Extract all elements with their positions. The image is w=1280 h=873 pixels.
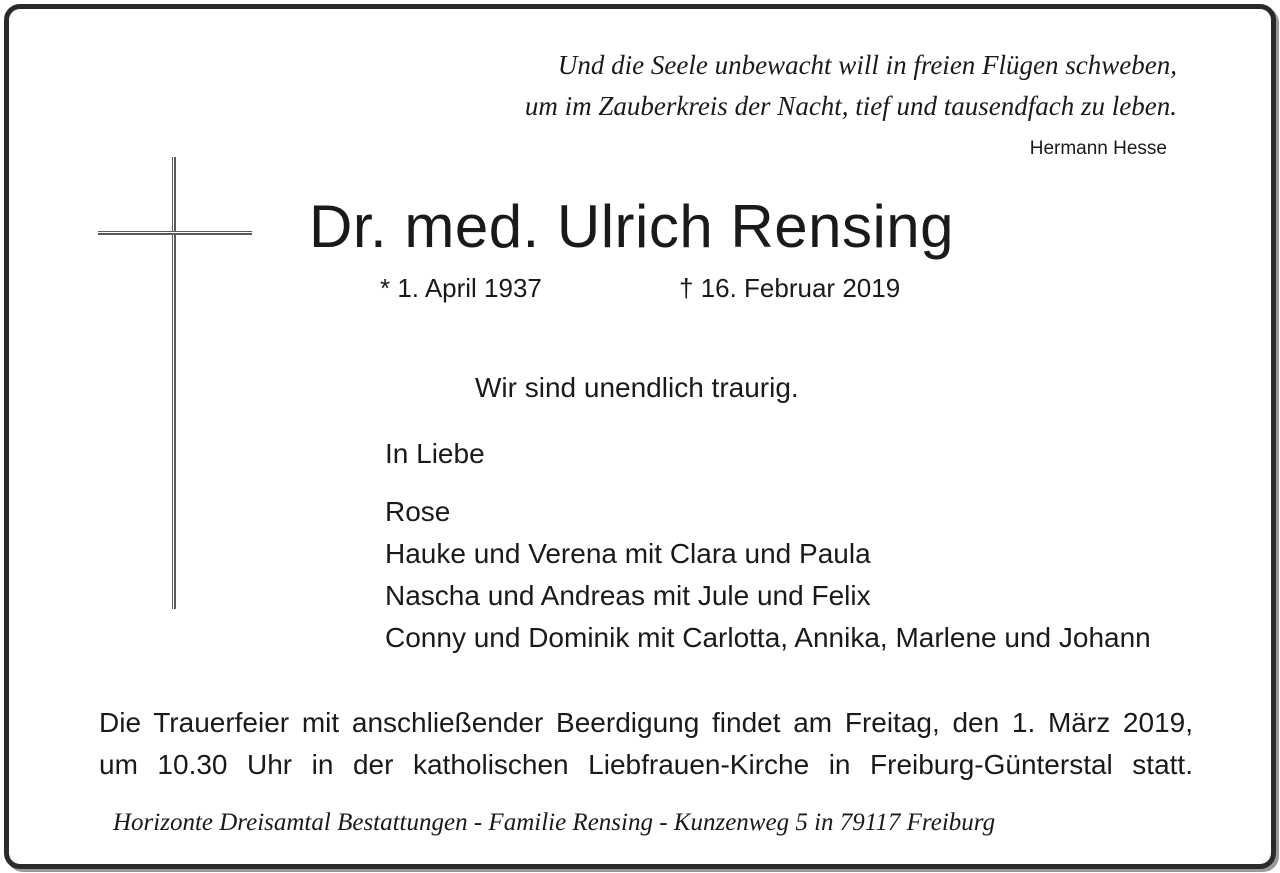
cross-vertical-bar <box>172 157 176 609</box>
quote-line-2: um im Zauberkreis der Nacht, tief und tausendfach zu leben. <box>524 91 1177 121</box>
death-date: † 16. Februar 2019 <box>679 273 901 303</box>
mourner-name: Conny und Dominik mit Carlotta, Annika, Marlene und Johann <box>385 622 1151 653</box>
mourner-name: Nascha und Andreas mit Jule und Felix <box>385 580 871 611</box>
undertaker-footer: Horizonte Dreisamtal Bestattungen - Familie Rensing - Kunzenweg 5 in 79117 Freiburg <box>113 809 996 836</box>
signature-intro: In Liebe <box>385 438 485 469</box>
mourner-name: Rose <box>385 496 451 527</box>
funeral-notice-line-1: Die Trauerfeier mit anschließender Beerdigung findet am Freitag, den 1. März 2019, <box>99 707 1193 738</box>
quote-line-1: Und die Seele unbewacht will in freien Flügen schweben, <box>557 50 1177 80</box>
deceased-name: Dr. med. Ulrich Rensing <box>309 193 955 260</box>
cross-horizontal-bar <box>98 231 252 235</box>
mourner-name: Hauke und Verena mit Clara und Paula <box>385 538 871 569</box>
funeral-notice-line-2: um 10.30 Uhr in der katholischen Liebfrauen-Kirche in Freiburg-Günterstal statt. <box>99 749 1193 780</box>
quote-author: Hermann Hesse <box>1029 138 1167 159</box>
birth-date: * 1. April 1937 <box>380 273 542 303</box>
obituary-notice <box>4 4 1276 869</box>
grief-message: Wir sind unendlich traurig. <box>475 372 799 403</box>
